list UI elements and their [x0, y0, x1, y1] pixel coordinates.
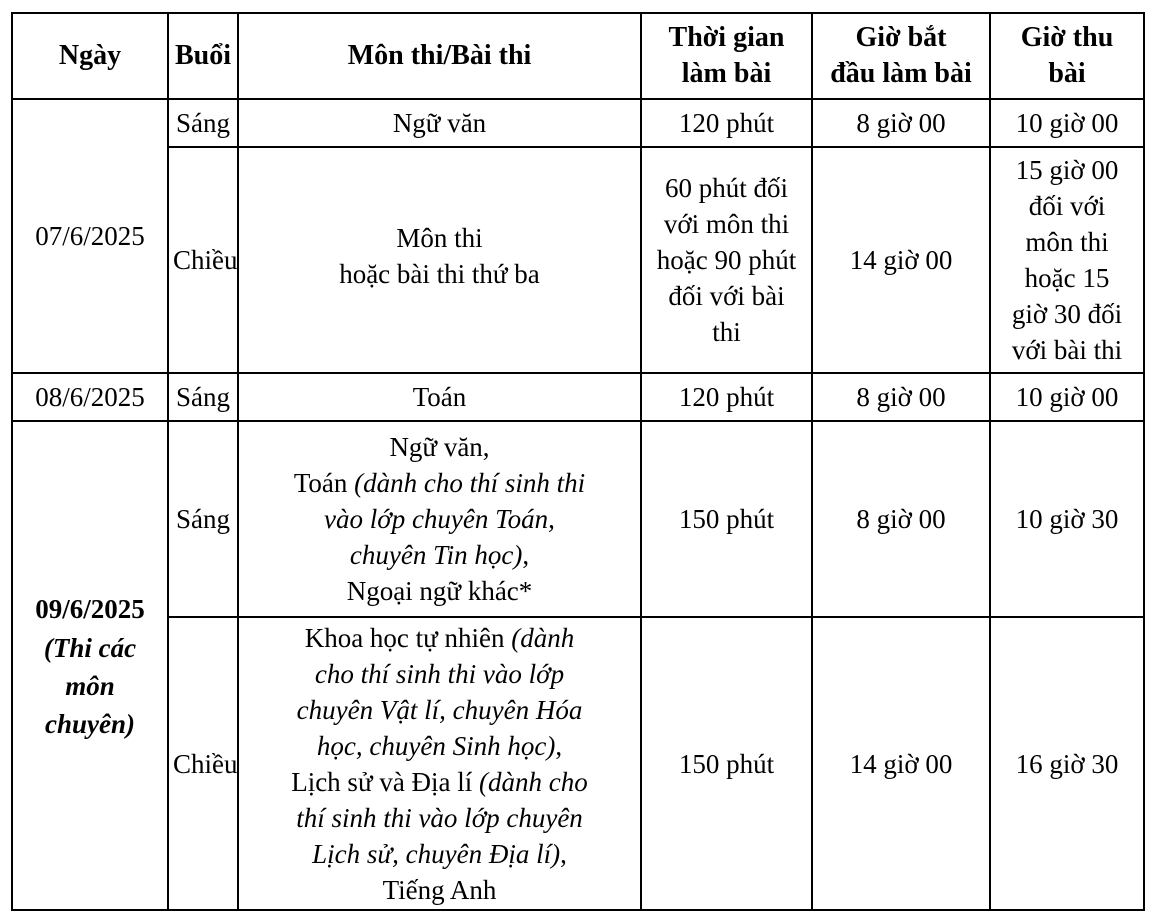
header-row	[12, 13, 1144, 99]
session-cell: Chiều	[168, 617, 238, 910]
start-time-cell: 8 giờ 00	[812, 421, 990, 617]
duration-cell: 150 phút	[641, 617, 812, 910]
subject-cell: Ngữ văn, Toán (dành cho thí sinh thi vào lớp chuyên Toán, chuyên Tin học), Ngoại ngữ khác*	[238, 421, 641, 617]
date-cell: 09/6/2025 (Thi các môn chuyên)	[12, 421, 168, 910]
duration-cell: 120 phút	[641, 373, 812, 421]
start-time-cell: 8 giờ 00	[812, 373, 990, 421]
subject-cell: Ngữ văn	[238, 99, 641, 147]
session-cell: Sáng	[168, 421, 238, 617]
start-time-cell: 14 giờ 00	[812, 617, 990, 910]
header-gio-thu: Giờ thu bài	[990, 13, 1144, 99]
table-row	[12, 99, 1144, 147]
duration-cell: 150 phút	[641, 421, 812, 617]
session-cell: Chiều	[168, 147, 238, 373]
end-time-cell: 10 giờ 00	[990, 373, 1144, 421]
end-time-cell: 10 giờ 00	[990, 99, 1144, 147]
duration-cell: 60 phút đối với môn thi hoặc 90 phút đối với bài thi	[641, 147, 812, 373]
date-cell: 08/6/2025	[12, 373, 168, 421]
table-row	[12, 147, 1144, 373]
date-cell: 07/6/2025	[12, 99, 168, 373]
header-buoi: Buổi	[168, 13, 238, 99]
table-row	[12, 373, 1144, 421]
subject-cell: Toán	[238, 373, 641, 421]
end-time-cell: 15 giờ 00 đối với môn thi hoặc 15 giờ 30 đối với bài thi	[990, 147, 1144, 373]
session-cell: Sáng	[168, 373, 238, 421]
subject-cell: Môn thi hoặc bài thi thứ ba	[238, 147, 641, 373]
end-time-cell: 16 giờ 30	[990, 617, 1144, 910]
exam-schedule-table	[11, 12, 1145, 911]
end-time-cell: 10 giờ 30	[990, 421, 1144, 617]
duration-cell: 120 phút	[641, 99, 812, 147]
table-row	[12, 617, 1144, 910]
start-time-cell: 14 giờ 00	[812, 147, 990, 373]
table-row	[12, 421, 1144, 617]
header-ngay: Ngày	[12, 13, 168, 99]
header-thoi-gian: Thời gian làm bài	[641, 13, 812, 99]
session-cell: Sáng	[168, 99, 238, 147]
header-mon-thi: Môn thi/Bài thi	[238, 13, 641, 99]
header-gio-bat-dau: Giờ bắt đầu làm bài	[812, 13, 990, 99]
start-time-cell: 8 giờ 00	[812, 99, 990, 147]
subject-cell: Khoa học tự nhiên (dành cho thí sinh thi vào lớp chuyên Vật lí, chuyên Hóa học, chuyên Sinh học), Lịch sử và Địa lí (dành cho thí sinh thi vào lớp chuyên Lịch sử, chuyên Địa lí), Tiếng Anh	[238, 617, 641, 910]
